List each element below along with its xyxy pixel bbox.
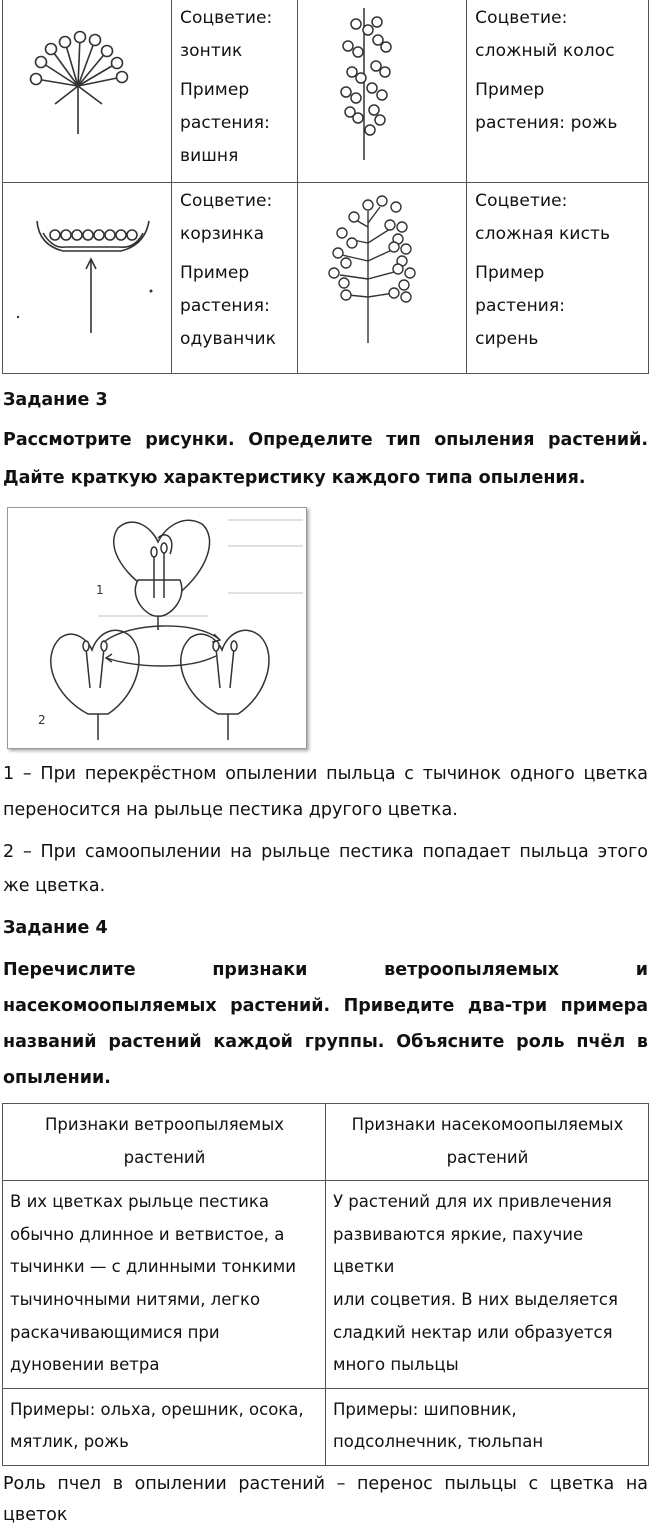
inflorescence-type: Соцветие: сложный колос	[475, 8, 615, 61]
inflorescence-compound-raceme-cell	[467, 183, 649, 374]
insect-traits-cell: У растений для их привлечения развиваются яркие, пахучие цветки или соцветия. В них выделяется сладкий нектар или образуется много пыльцы	[326, 1181, 649, 1389]
table-header-row	[3, 1104, 649, 1181]
inflorescence-type: Соцветие: корзинка	[180, 191, 273, 244]
inflorescence-table	[2, 0, 649, 374]
pollination-traits-table	[2, 1103, 649, 1466]
task3-heading: Задание 3	[3, 390, 108, 410]
answer1-line1: 1 – При перекрёстном опылении пыльца с тычинок одного цветка	[3, 764, 648, 784]
task4-heading: Задание 4	[3, 918, 108, 938]
answer2-line2: же цветка.	[3, 876, 106, 896]
table-row	[3, 1388, 649, 1465]
wind-traits-cell: В их цветках рыльце пестика обычно длинное и ветвистое, а тычинки — с длинными тонкими тычиночными нитями, легко раскачивающимися при дуновении ветра	[3, 1181, 326, 1389]
answer1-line2: переносится на рыльце пестика другого цветка.	[3, 800, 458, 820]
inflorescence-basket-cell	[172, 183, 298, 374]
figure-label-1: 1	[96, 583, 104, 597]
header-wind-pollinated: Признаки ветроопыляемых растений	[3, 1104, 326, 1181]
inflorescence-compound-spike-cell	[467, 0, 649, 183]
table-row	[3, 0, 649, 183]
wind-examples-cell: Примеры: ольха, орешник, осока, мятлик, рожь	[3, 1388, 326, 1465]
task3-prompt-line1: Рассмотрите рисунки. Определите тип опыления растений.	[3, 430, 648, 450]
compound-raceme-illustration	[298, 183, 466, 369]
umbel-illustration	[3, 0, 171, 178]
plant-example: Пример растения: сирень	[475, 263, 566, 349]
insect-examples-cell: Примеры: шиповник, подсолнечник, тюльпан	[326, 1388, 649, 1465]
compound-spike-illustration-cell	[298, 0, 467, 183]
task4-prompt-line2: насекомоопыляемых растений. Приведите два-три примера	[3, 996, 648, 1016]
umbel-illustration-cell	[3, 0, 172, 183]
compound-spike-illustration	[298, 0, 466, 178]
task4-prompt-line1: Перечислите признаки ветроопыляемых и	[3, 960, 648, 980]
plant-example: Пример растения: одуванчик	[180, 263, 277, 349]
compound-raceme-illustration-cell	[298, 183, 467, 374]
pollination-figure	[7, 507, 307, 749]
figure-label-2: 2	[38, 713, 46, 727]
task4-prompt-line4: опылении.	[3, 1068, 111, 1088]
inflorescence-type: Соцветие: сложная кисть	[475, 191, 611, 244]
basket-illustration-cell	[3, 183, 172, 374]
task4-prompt-line3: названий растений каждой группы. Объясните роль пчёл в	[3, 1032, 648, 1052]
plant-example: Пример растения: рожь	[475, 80, 618, 134]
task3-prompt-line2: Дайте краткую характеристику каждого типа опыления.	[3, 468, 586, 488]
conclusion-line2: цветок	[3, 1505, 68, 1525]
inflorescence-umbel-cell	[172, 0, 298, 183]
table-row	[3, 1181, 649, 1389]
basket-illustration	[3, 183, 171, 369]
pollination-illustration	[8, 508, 306, 748]
conclusion-line1: Роль пчел в опылении растений – перенос пыльцы с цветка на	[3, 1474, 648, 1494]
table-row	[3, 183, 649, 374]
header-insect-pollinated: Признаки насекомоопыляемых растений	[326, 1104, 649, 1181]
inflorescence-type: Соцветие: зонтик	[180, 8, 273, 61]
plant-example: Пример растения: вишня	[180, 80, 270, 166]
answer2-line1: 2 – При самоопылении на рыльце пестика попадает пыльца этого	[3, 842, 648, 862]
